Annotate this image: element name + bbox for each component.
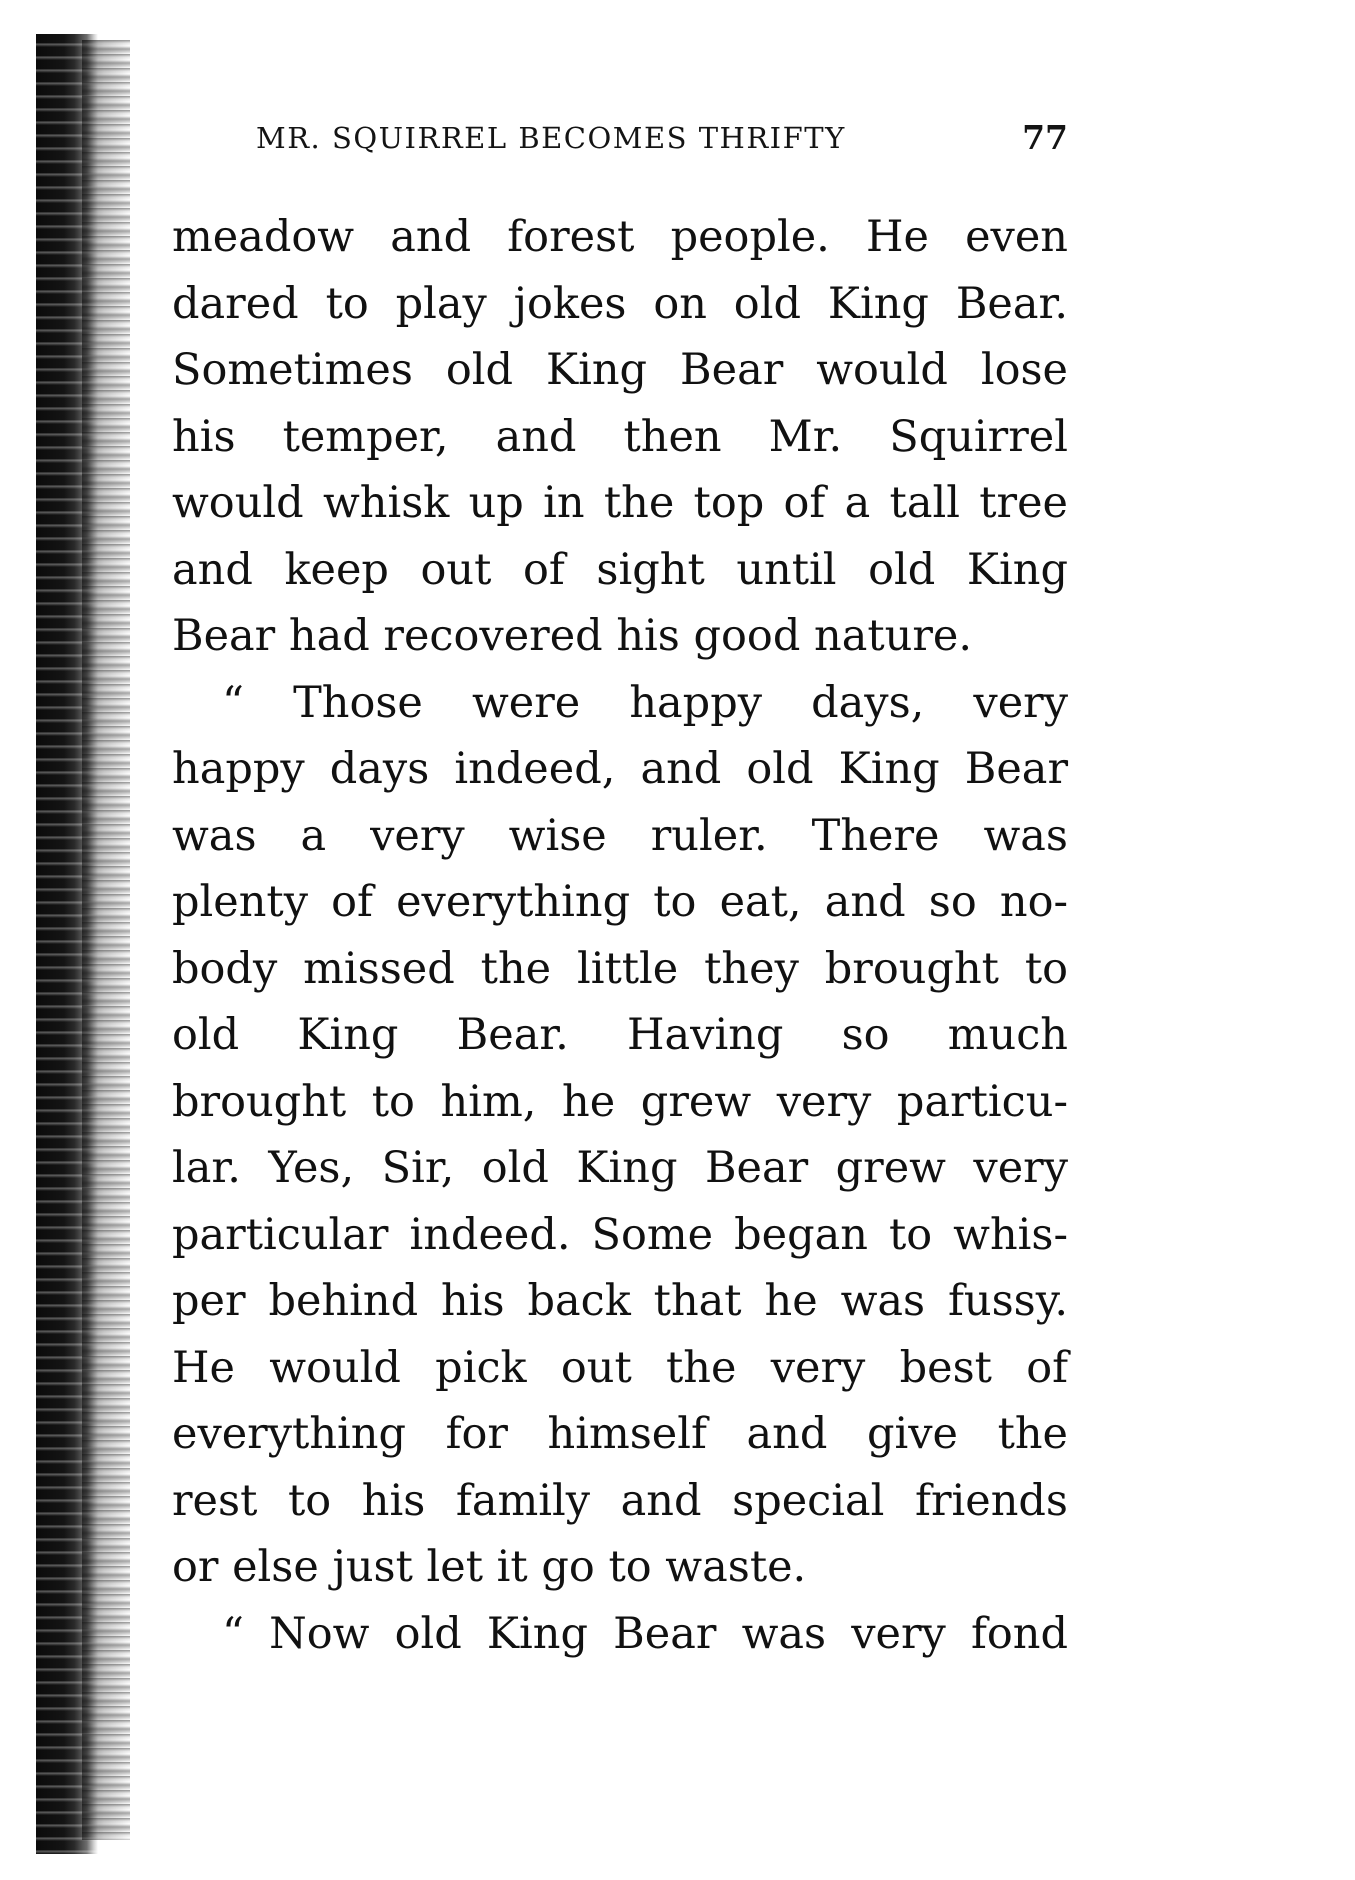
binding-shadow: [82, 40, 130, 1840]
text-line: He would pick out the very best of: [172, 1342, 1068, 1393]
text-line: lar. Yes, Sir, old King Bear grew very: [172, 1143, 1068, 1193]
text-line: would whisk up in the top of a tall tree: [172, 478, 1068, 528]
text-line: “ Those were happy days, very: [222, 677, 1068, 728]
text-line: meadow and forest people. He even: [172, 212, 1068, 262]
text-line: or else just let it go to waste.: [172, 1542, 807, 1592]
page-number: 77: [1022, 118, 1068, 157]
body-text: [172, 204, 1068, 1667]
running-title: MR. SQUIRREL BECOMES THRIFTY: [256, 121, 846, 155]
text-line: rest to his family and special friends: [172, 1475, 1068, 1526]
text-line: body missed the little they brought to: [172, 943, 1068, 994]
text-line: particular indeed. Some began to whis-: [172, 1209, 1068, 1260]
text-line: old King Bear. Having so much: [172, 1010, 1068, 1060]
text-line: brought to him, he grew very particu-: [172, 1076, 1068, 1127]
text-line: and keep out of sight until old King: [172, 544, 1068, 595]
text-line: “ Now old King Bear was very fond: [222, 1608, 1068, 1659]
text-line: per behind his back that he was fussy.: [172, 1276, 1068, 1326]
text-line: happy days indeed, and old King Bear: [172, 744, 1068, 794]
text-line: plenty of everything to eat, and so no-: [172, 877, 1068, 927]
running-head: [256, 116, 1068, 160]
text-line: dared to play jokes on old King Bear.: [172, 278, 1068, 329]
text-line: everything for himself and give the: [172, 1409, 1068, 1459]
text-line: his temper, and then Mr. Squirrel: [172, 411, 1068, 462]
text-line: was a very wise ruler. There was: [172, 810, 1068, 861]
text-line: Bear had recovered his good nature.: [172, 611, 972, 661]
text-line: Sometimes old King Bear would lose: [172, 345, 1068, 395]
